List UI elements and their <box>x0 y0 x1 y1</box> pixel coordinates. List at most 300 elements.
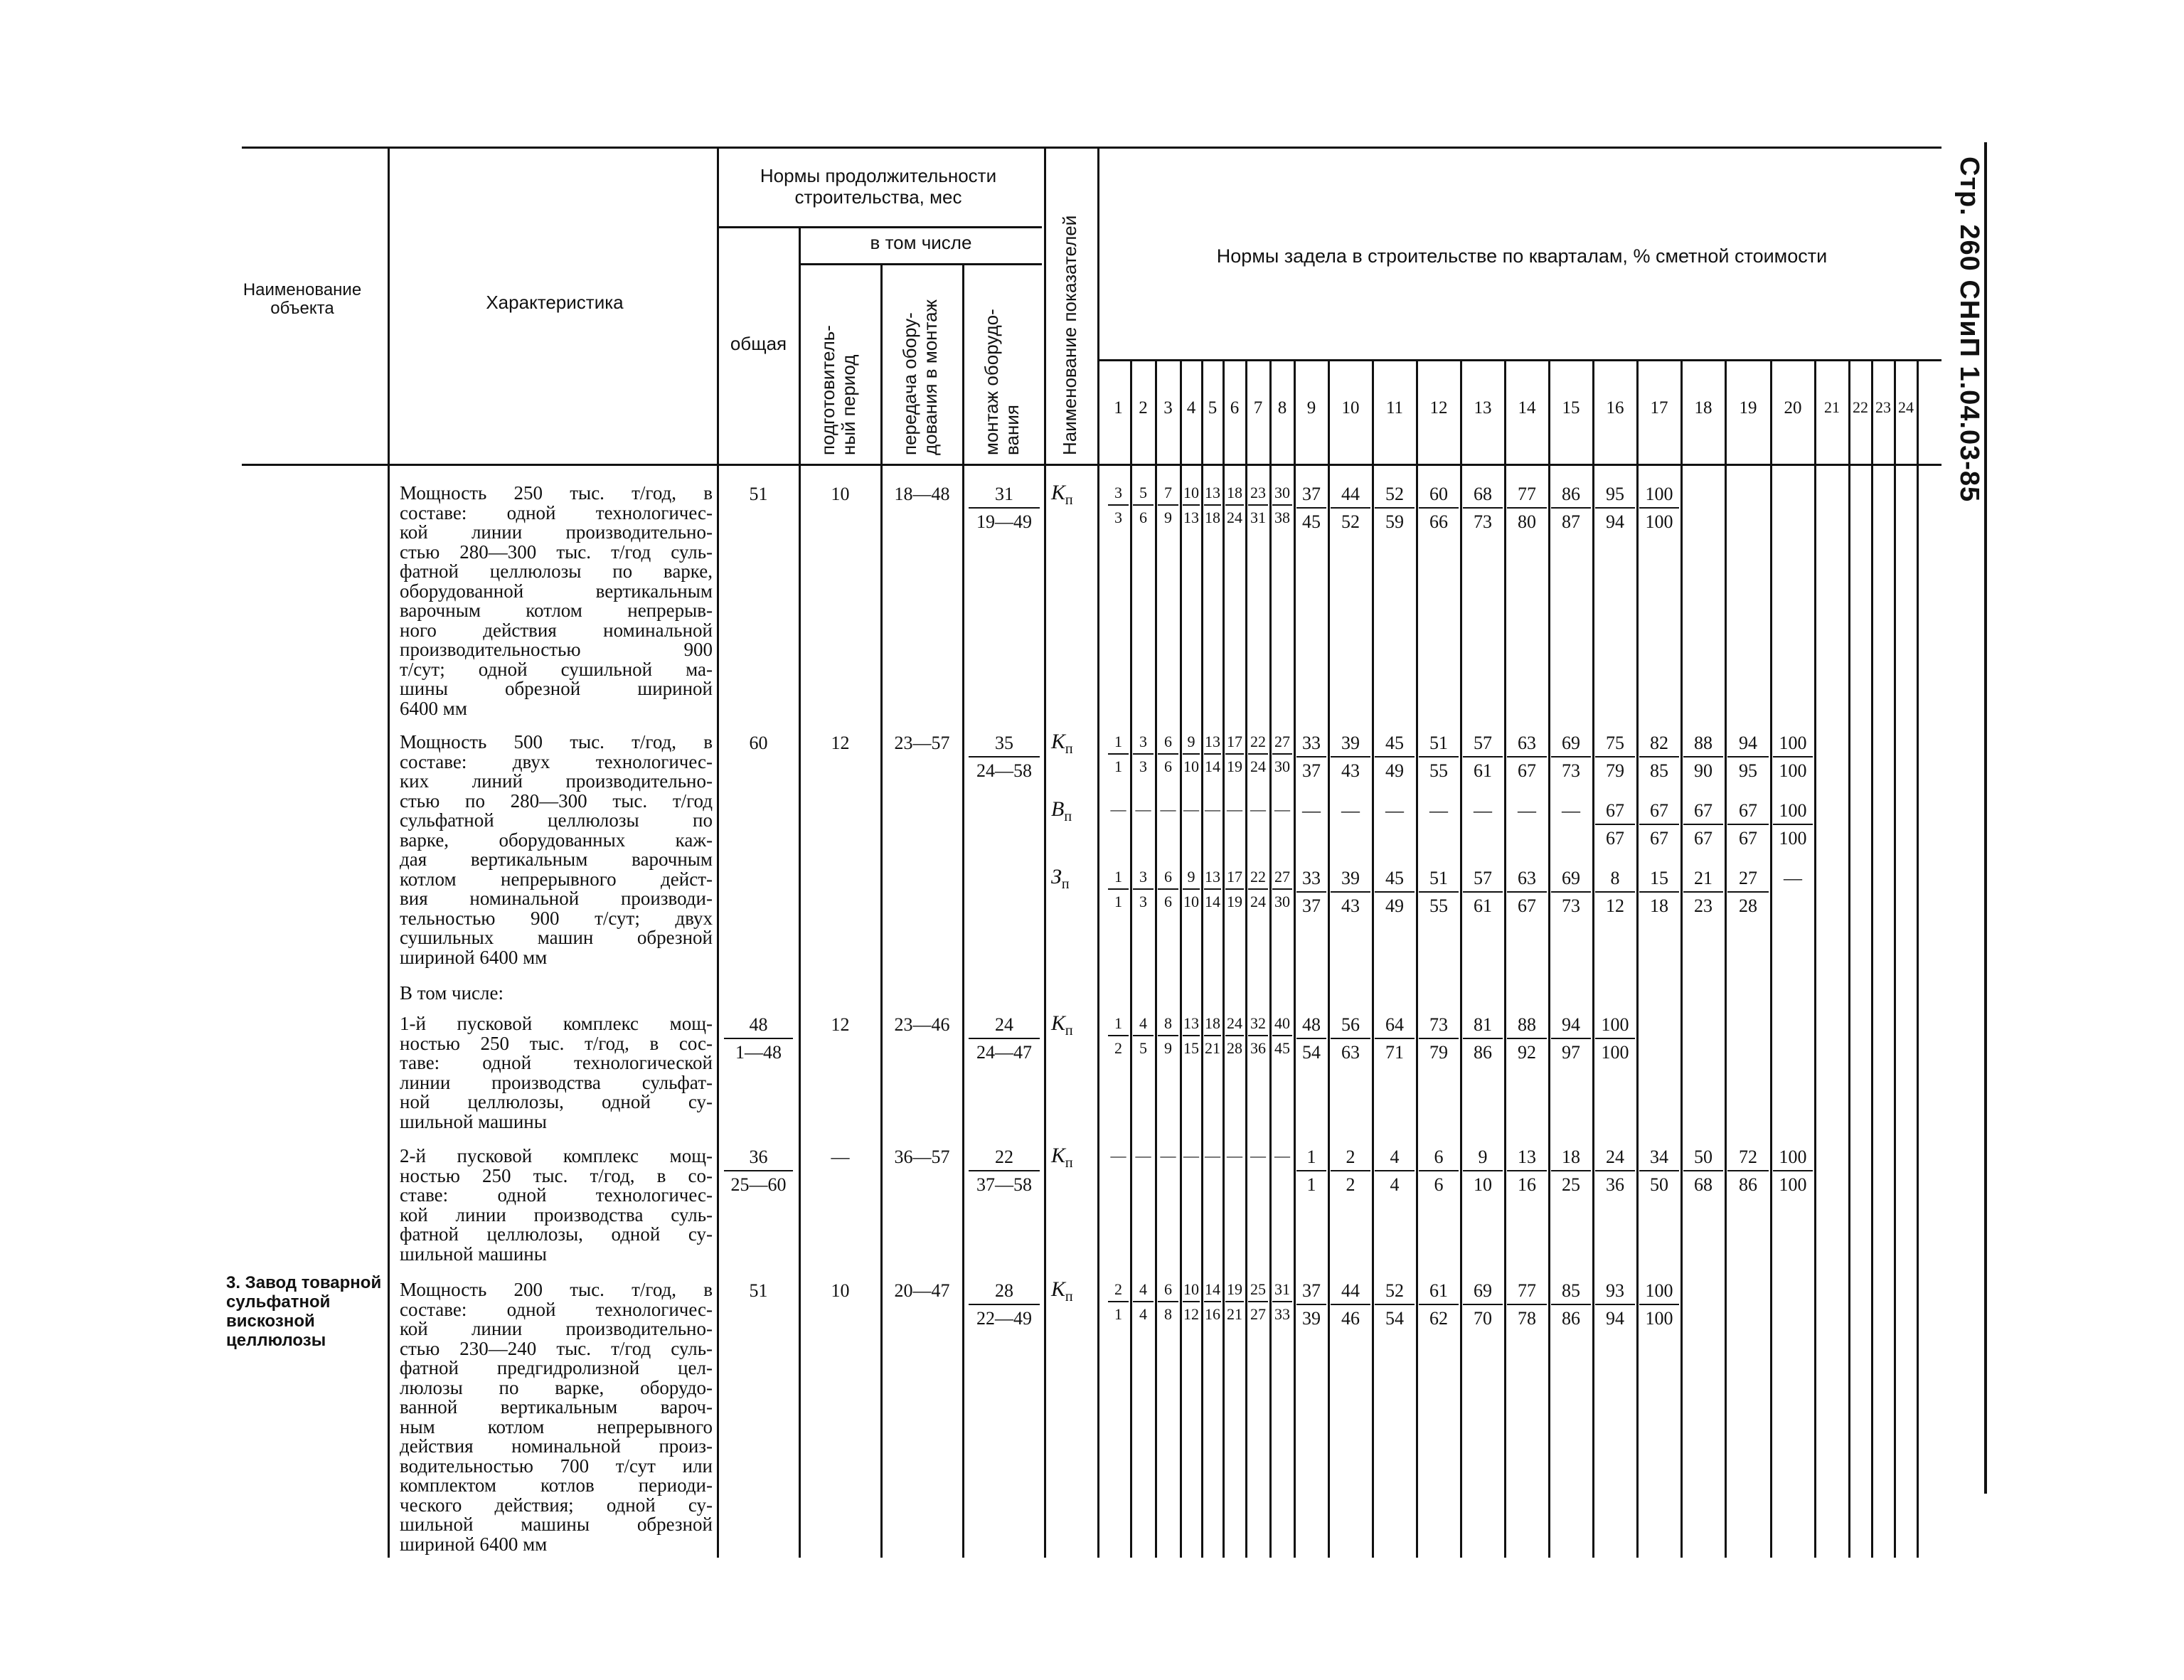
frac-top: 100 <box>1773 733 1813 757</box>
frac-bottom: 33 <box>1274 1305 1290 1323</box>
frac-top: 22 <box>1248 733 1268 755</box>
frac-top: — <box>1160 800 1176 818</box>
quarter-frac <box>1419 1147 1459 1196</box>
char-line: варке, оборудованных каж- <box>400 829 713 851</box>
quarter-frac <box>1158 1014 1178 1058</box>
indicator-label: $К_п$ <box>1051 1011 1073 1038</box>
frac-top: 36 <box>724 1147 793 1171</box>
page-label: Стр. 260 СНиП 1.04.03-85 <box>1954 156 1984 503</box>
quarter-number: 14 <box>1518 398 1536 418</box>
frac-top: 18 <box>1204 1014 1221 1036</box>
install-frac <box>969 733 1040 782</box>
char-block <box>400 733 713 967</box>
frac-top: 15 <box>1639 868 1679 893</box>
quarter-number: 13 <box>1474 398 1492 418</box>
install-frac <box>969 1014 1040 1063</box>
quarter-frac <box>1727 1147 1769 1196</box>
frac-bottom: 3 <box>1139 893 1147 910</box>
frac-top: 72 <box>1727 1147 1769 1171</box>
char-line: ностью 250 тыс. т/год, в сос- <box>400 1032 713 1054</box>
char-line: действия номинальной произ- <box>400 1435 713 1457</box>
quarter-number: 8 <box>1277 398 1287 418</box>
frac-bottom <box>1248 821 1268 842</box>
frac-bottom: 54 <box>1385 1308 1404 1329</box>
frac-bottom: 43 <box>1341 895 1360 916</box>
header-install: монтаж оборудо- вания <box>981 309 1023 455</box>
quarter-number: 16 <box>1606 398 1624 418</box>
prep-value: 12 <box>831 733 850 753</box>
frac-top: 32 <box>1248 1014 1268 1036</box>
frac-bottom: 37—58 <box>976 1174 1032 1195</box>
quarter-frac <box>1773 868 1813 915</box>
char-line: шириной 6400 мм <box>400 946 548 968</box>
v-prep-transfer <box>880 265 883 1558</box>
quarter-frac <box>1507 1014 1547 1063</box>
v-quarter-11 <box>1416 359 1418 1558</box>
quarter-frac <box>1204 484 1221 527</box>
frac-bottom <box>1225 821 1244 842</box>
frac-top: 95 <box>1595 484 1635 509</box>
quarter-number: 11 <box>1385 398 1404 418</box>
quarter-frac <box>1419 868 1459 917</box>
frac-top: 45 <box>1375 868 1415 893</box>
quarter-frac <box>1773 800 1813 849</box>
frac-bottom: 22—49 <box>976 1308 1032 1329</box>
quarter-frac <box>1108 733 1129 776</box>
frac-top: 3 <box>1133 868 1154 890</box>
frac-top: 81 <box>1463 1014 1503 1039</box>
char-line: кой линии производительно- <box>400 521 713 543</box>
frac-bottom: 66 <box>1429 511 1448 532</box>
total-value: 51 <box>749 1280 768 1301</box>
quarter-frac <box>1727 868 1769 917</box>
quarter-frac <box>1419 1280 1459 1329</box>
header-transfer: передача обору- дования в монтаж <box>899 299 941 455</box>
frac-top: 17 <box>1225 868 1244 890</box>
frac-top: 24 <box>1595 1147 1635 1171</box>
quarter-frac <box>1272 733 1292 776</box>
frac-top: 33 <box>1296 733 1326 757</box>
object-3-label: 3. Завод товарной сульфатной вискозной целлюлозы <box>226 1273 382 1350</box>
frac-bottom: 67 <box>1650 828 1668 849</box>
header-char: Характеристика <box>486 292 624 313</box>
char-line: стью 230—240 тыс. т/год суль- <box>400 1337 713 1359</box>
char-line: кой линии производства суль- <box>400 1203 713 1226</box>
frac-top: 6 <box>1419 1147 1459 1171</box>
frac-top: 37 <box>1296 484 1326 509</box>
frac-top: 69 <box>1551 868 1591 893</box>
frac-top: 63 <box>1507 733 1547 757</box>
quarter-frac <box>1551 800 1591 848</box>
frac-bottom <box>1419 824 1459 848</box>
quarter-frac <box>1463 484 1503 533</box>
quarter-frac <box>1507 1147 1547 1196</box>
char-line: линии производства сульфат- <box>400 1071 713 1093</box>
quarter-frac <box>1639 484 1679 533</box>
frac-bottom: 100 <box>1645 511 1673 532</box>
quarter-frac <box>1375 800 1415 848</box>
frac-bottom <box>1183 1167 1200 1189</box>
quarter-number: 20 <box>1784 398 1802 418</box>
quarter-frac <box>1158 1280 1178 1324</box>
frac-bottom: 67 <box>1606 828 1624 849</box>
frac-bottom: 21 <box>1205 1039 1220 1057</box>
frac-top: 50 <box>1683 1147 1723 1171</box>
frac-bottom: 61 <box>1474 895 1492 916</box>
frac-bottom: 15 <box>1183 1039 1199 1057</box>
quarter-frac <box>1595 484 1635 533</box>
v-char-total <box>717 147 719 1558</box>
quarter-frac <box>1375 484 1415 533</box>
frac-bottom: 45 <box>1274 1039 1290 1057</box>
quarter-frac <box>1331 484 1370 533</box>
char-line: ческого действия; одной су- <box>400 1494 713 1516</box>
frac-top: 4 <box>1375 1147 1415 1171</box>
frac-bottom: 85 <box>1650 760 1668 781</box>
v-quarter-24 <box>1917 359 1919 1558</box>
frac-top: 1 <box>1108 1014 1129 1036</box>
install-frac <box>969 1280 1040 1329</box>
quarter-number: 15 <box>1562 398 1580 418</box>
char-line: вия номинальной производи- <box>400 888 713 909</box>
frac-bottom: 19 <box>1227 757 1242 775</box>
frac-top: 22 <box>1248 868 1268 890</box>
frac-bottom: 10 <box>1474 1174 1492 1195</box>
quarter-number: 1 <box>1114 398 1123 418</box>
quarter-number: 9 <box>1306 398 1316 418</box>
quarter-frac <box>1507 484 1547 533</box>
char-line: таве: одной технологической <box>400 1052 713 1073</box>
frac-top: 13 <box>1204 868 1221 890</box>
quarter-frac <box>1204 1280 1221 1324</box>
char-line: составе: одной технологичес- <box>400 1298 713 1320</box>
frac-top: — <box>1474 800 1492 821</box>
quarter-frac <box>1375 868 1415 917</box>
v-quarter-5 <box>1222 359 1225 1558</box>
quarter-frac <box>1463 1280 1503 1329</box>
char-line: ным котлом непрерывного <box>400 1415 713 1437</box>
quarter-frac <box>1248 1280 1268 1324</box>
quarter-frac <box>1183 1280 1200 1324</box>
frac-bottom: 95 <box>1739 760 1757 781</box>
frac-top: 5 <box>1133 484 1154 506</box>
frac-top: 6 <box>1158 733 1178 755</box>
frac-top: 51 <box>1419 733 1459 757</box>
v-quarter-3 <box>1180 359 1182 1558</box>
char-line: кой линии производительно- <box>400 1318 713 1339</box>
quarter-frac <box>1248 1147 1268 1189</box>
quarter-frac <box>1225 733 1244 776</box>
frac-bottom <box>1133 821 1154 842</box>
frac-bottom: 80 <box>1518 511 1536 532</box>
quarter-number: 17 <box>1650 398 1668 418</box>
frac-top: 33 <box>1296 868 1326 893</box>
frac-top: 25 <box>1248 1280 1268 1302</box>
char-line: оборудованной вертикальным <box>400 580 713 602</box>
frac-top: 13 <box>1204 733 1221 755</box>
char-line: фатной предгидролизной цел- <box>400 1357 713 1378</box>
frac-bottom: 86 <box>1474 1042 1492 1063</box>
char-line: ставе: одной технологичес- <box>400 1184 713 1206</box>
v-quarter-10 <box>1372 359 1374 1558</box>
char-line: шириной 6400 мм <box>400 1533 548 1555</box>
header-backlog: Нормы задела в строительстве по кварталам, % сметной стоимости <box>1216 245 1828 267</box>
frac-bottom: 67 <box>1739 828 1757 849</box>
frac-bottom: 4 <box>1390 1174 1400 1195</box>
v-obj-char <box>388 147 390 1558</box>
right-rule <box>1984 142 1987 1494</box>
v-quarter-17 <box>1680 359 1683 1558</box>
quarter-number: 24 <box>1898 398 1914 416</box>
frac-bottom: 10 <box>1183 757 1199 775</box>
quarter-frac <box>1225 800 1244 842</box>
v-ind-quarters <box>1097 147 1099 1558</box>
v-install-ind <box>1044 147 1046 1558</box>
frac-bottom: 61 <box>1474 760 1492 781</box>
frac-top: 6 <box>1158 868 1178 890</box>
frac-bottom: 63 <box>1341 1042 1360 1063</box>
quarter-frac <box>1225 1147 1244 1189</box>
char-line: ванной вертикальным вароч- <box>400 1396 713 1418</box>
quarter-frac <box>1108 1014 1129 1058</box>
frac-bottom: 18 <box>1650 895 1668 916</box>
frac-bottom: 1 <box>1114 1305 1122 1323</box>
frac-bottom: 27 <box>1250 1305 1266 1323</box>
frac-top: 10 <box>1183 484 1200 506</box>
header-total: общая <box>730 333 787 354</box>
frac-bottom: 28 <box>1227 1039 1242 1057</box>
v-quarter-6 <box>1245 359 1247 1558</box>
frac-bottom: 49 <box>1385 760 1404 781</box>
header-prep: подготовитель- ный период <box>817 325 859 455</box>
transfer-value: 23—46 <box>894 1014 950 1035</box>
v-quarter-23 <box>1894 359 1896 1558</box>
frac-top: — <box>1205 1147 1220 1164</box>
quarter-frac <box>1595 1280 1635 1329</box>
quarter-frac <box>1272 1014 1292 1058</box>
frac-bottom: 4 <box>1139 1305 1147 1323</box>
frac-bottom: 100 <box>1779 760 1807 781</box>
quarter-number: 12 <box>1429 398 1448 418</box>
frac-top: 69 <box>1551 733 1591 757</box>
quarter-frac <box>1183 484 1200 527</box>
frac-bottom <box>1463 824 1503 848</box>
frac-top: 18 <box>1225 484 1244 506</box>
char-line: котлом непрерывного дейст- <box>400 868 713 890</box>
quarter-number: 10 <box>1341 398 1360 418</box>
frac-top: — <box>1385 800 1404 821</box>
frac-bottom <box>1158 1167 1178 1189</box>
frac-top: 27 <box>1727 868 1769 893</box>
char-line: шильной машины <box>400 1243 547 1265</box>
char-line: 2-й пусковой комплекс мощ- <box>400 1145 713 1166</box>
frac-top: 48 <box>724 1014 793 1039</box>
v-quarter-7 <box>1269 359 1272 1558</box>
frac-top: 77 <box>1507 1280 1547 1305</box>
char-line: шины обрезной шириной <box>400 678 713 699</box>
indicator-label: $К_п$ <box>1051 1277 1073 1304</box>
frac-top: 67 <box>1639 800 1679 825</box>
frac-top: 7 <box>1158 484 1178 506</box>
char-line: люлозы по варке, оборудо- <box>400 1376 713 1398</box>
quarter-frac <box>1595 733 1635 782</box>
frac-bottom: 24—58 <box>976 760 1032 781</box>
frac-bottom: 8 <box>1164 1305 1172 1323</box>
v-quarter-12 <box>1460 359 1462 1558</box>
quarter-frac <box>1639 868 1679 917</box>
frac-top: 60 <box>1419 484 1459 509</box>
frac-bottom: 79 <box>1429 1042 1448 1063</box>
frac-bottom: 1 <box>1114 893 1122 910</box>
quarter-frac <box>1183 1147 1200 1189</box>
prep-value: 10 <box>831 1280 850 1301</box>
frac-bottom <box>1183 821 1200 842</box>
frac-bottom: 14 <box>1205 757 1220 775</box>
quarter-frac <box>1248 1014 1268 1058</box>
quarter-frac <box>1639 800 1679 849</box>
frac-bottom: 24—47 <box>976 1042 1032 1063</box>
frac-bottom: 19 <box>1227 893 1242 910</box>
v-quarter-21 <box>1848 359 1850 1558</box>
frac-bottom: 18 <box>1205 509 1220 526</box>
frac-bottom: 67 <box>1518 760 1536 781</box>
frac-top: 39 <box>1331 733 1370 757</box>
frac-top: — <box>1227 1147 1242 1164</box>
frac-bottom: 12 <box>1183 1305 1199 1323</box>
char-line: сульфатной целлюлозы по <box>400 809 713 831</box>
frac-top: — <box>1274 800 1290 818</box>
frac-top: — <box>1518 800 1536 821</box>
indicator-label: $К_п$ <box>1051 1144 1073 1171</box>
v-quarter-19 <box>1770 359 1772 1558</box>
quarter-frac <box>1133 1014 1154 1058</box>
frac-bottom: 67 <box>1518 895 1536 916</box>
quarter-frac <box>1248 484 1268 527</box>
quarter-frac <box>1272 1147 1292 1189</box>
frac-top: 9 <box>1463 1147 1503 1171</box>
char-line: тельностью 900 т/сут; двух <box>400 907 713 929</box>
frac-top: 94 <box>1551 1014 1591 1039</box>
frac-top: — <box>1562 800 1580 821</box>
frac-top: 17 <box>1225 733 1244 755</box>
quarter-frac <box>1331 1014 1370 1063</box>
frac-top: 100 <box>1639 1280 1679 1305</box>
frac-bottom: 87 <box>1562 511 1580 532</box>
quarter-frac <box>1225 484 1244 527</box>
frac-bottom: 73 <box>1474 511 1492 532</box>
frac-bottom: 25 <box>1562 1174 1580 1195</box>
frac-bottom: 3 <box>1114 509 1122 526</box>
quarter-frac <box>1463 733 1503 782</box>
frac-bottom: 71 <box>1385 1042 1404 1063</box>
quarter-frac <box>1595 868 1635 917</box>
quarter-frac <box>1133 1280 1154 1324</box>
frac-top: 44 <box>1331 484 1370 509</box>
quarter-frac <box>1551 733 1591 782</box>
quarter-frac <box>1108 868 1129 911</box>
frac-top: 31 <box>969 484 1040 509</box>
quarter-number: 21 <box>1824 398 1840 416</box>
quarter-frac <box>1639 733 1679 782</box>
quarter-frac <box>1595 1014 1635 1063</box>
quarter-frac <box>1507 868 1547 917</box>
quarter-frac <box>1108 1147 1129 1189</box>
frac-bottom <box>1248 1167 1268 1189</box>
quarter-frac <box>1158 733 1178 776</box>
v-quarter-8 <box>1294 359 1296 1558</box>
transfer-value: 23—57 <box>894 733 950 753</box>
frac-bottom: 73 <box>1562 895 1580 916</box>
frac-bottom: 86 <box>1562 1308 1580 1329</box>
frac-bottom: 100 <box>1779 1174 1807 1195</box>
v-transfer-install <box>962 265 964 1558</box>
char-line: производительностью 900 <box>400 639 713 660</box>
quarter-frac <box>1331 800 1370 848</box>
frac-top: 35 <box>969 733 1040 757</box>
frac-top: — <box>1205 800 1220 818</box>
char-line: Мощность 500 тыс. т/год, в <box>400 731 713 753</box>
transfer-value: 20—47 <box>894 1280 950 1301</box>
v-quarter-1 <box>1130 359 1132 1558</box>
quarter-frac <box>1248 800 1268 842</box>
quarter-frac <box>1727 800 1769 849</box>
frac-top: 73 <box>1419 1014 1459 1039</box>
frac-top: 52 <box>1375 1280 1415 1305</box>
quarter-frac <box>1296 1280 1326 1329</box>
frac-bottom: 54 <box>1302 1042 1321 1063</box>
quarter-frac <box>1183 1014 1200 1058</box>
frac-bottom: 6 <box>1164 757 1172 775</box>
frac-top: — <box>1302 800 1321 821</box>
frac-bottom: 16 <box>1205 1305 1220 1323</box>
frac-top: 2 <box>1331 1147 1370 1171</box>
frac-bottom <box>1507 824 1547 848</box>
quarter-frac <box>1375 1147 1415 1196</box>
quarter-frac <box>1108 484 1129 527</box>
char-line: стью по 280—300 тыс. т/год <box>400 790 713 812</box>
frac-bottom: 19—49 <box>976 511 1032 532</box>
frac-bottom: 92 <box>1518 1042 1536 1063</box>
v-quarter-16 <box>1636 359 1639 1558</box>
quarter-frac <box>1296 800 1326 848</box>
quarter-frac <box>1272 484 1292 527</box>
char-line: фатной целлюлозы по варке, <box>400 560 713 582</box>
frac-top: 2 <box>1108 1280 1129 1302</box>
quarter-frac <box>1183 733 1200 776</box>
prep-value: 10 <box>831 484 850 504</box>
v-quarter-15 <box>1592 359 1594 1558</box>
header-object: Наименование объекта <box>243 280 362 318</box>
quarter-frac <box>1331 868 1370 917</box>
quarter-frac <box>1331 1147 1370 1196</box>
incl-subrule <box>800 263 1042 265</box>
char-pre: В том числе: <box>400 982 504 1004</box>
frac-top: 77 <box>1507 484 1547 509</box>
quarter-frac <box>1133 868 1154 911</box>
frac-top: 52 <box>1375 484 1415 509</box>
quarter-number: 6 <box>1230 398 1240 418</box>
quarter-frac <box>1204 733 1221 776</box>
frac-bottom: 3 <box>1139 757 1147 775</box>
frac-bottom: 31 <box>1250 509 1266 526</box>
frac-top: — <box>1784 868 1802 888</box>
frac-bottom: 68 <box>1694 1174 1712 1195</box>
frac-top: 14 <box>1204 1280 1221 1302</box>
v-quarter-9 <box>1328 359 1330 1558</box>
frac-top: 31 <box>1272 1280 1292 1302</box>
frac-bottom: 100 <box>1601 1042 1629 1063</box>
quarter-frac <box>1419 484 1459 533</box>
